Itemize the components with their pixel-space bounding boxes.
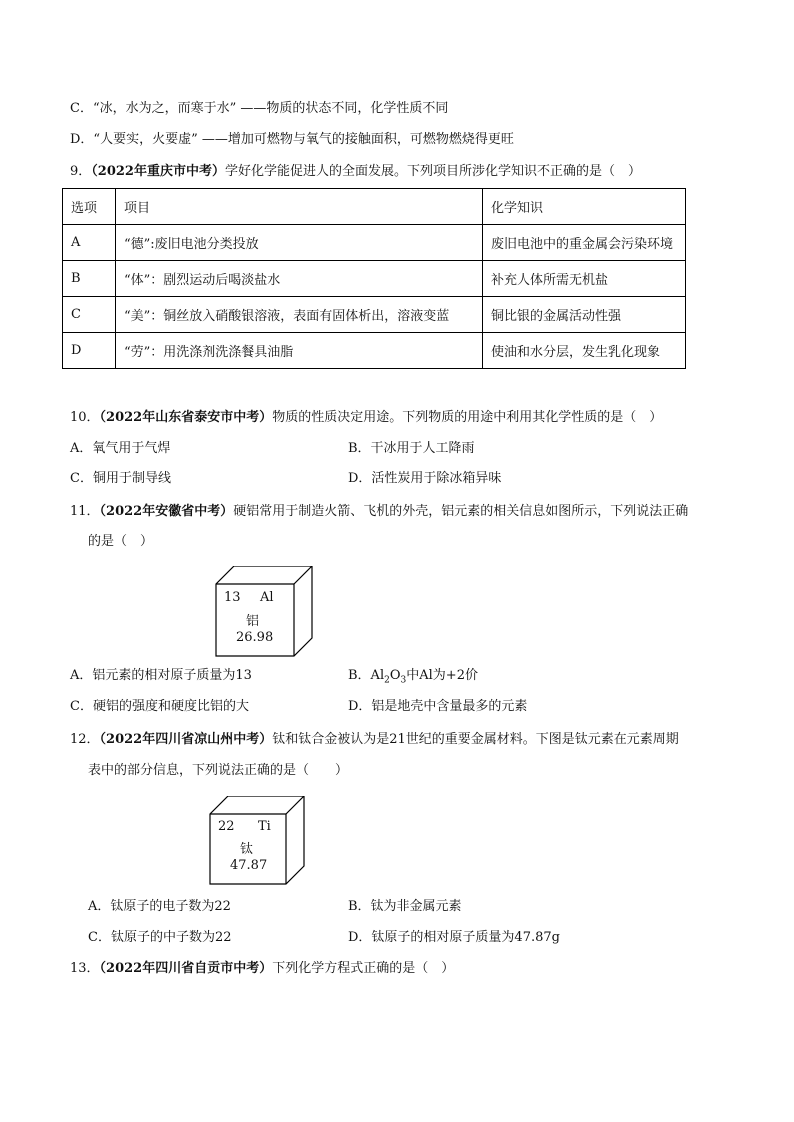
element-name: 钛 xyxy=(240,842,254,857)
question-11-option-d: D．铝是地壳中含量最多的元素 xyxy=(348,699,528,714)
subscript: 2 xyxy=(384,675,390,686)
table-cell: 废旧电池中的重金属会污染环境 xyxy=(483,225,686,261)
titanium-element-tile xyxy=(208,796,306,886)
question-11-option-a: A．铝元素的相对原子质量为13 xyxy=(70,668,252,683)
table-cell: B xyxy=(63,261,116,297)
question-10-option-c: C．铜用于制导线 xyxy=(70,471,171,486)
option-b-prefix: B．Al xyxy=(348,668,385,683)
question-9-number: 9． xyxy=(70,164,92,179)
question-13 xyxy=(70,960,454,978)
table-cell: C xyxy=(63,297,116,333)
table-header-cell: 化学知识 xyxy=(483,189,686,225)
question-10-option-b: B．干冰用于人工降雨 xyxy=(348,441,475,456)
question-11 xyxy=(70,503,688,521)
atomic-mass: 47.87 xyxy=(230,858,268,873)
element-symbol: Ti xyxy=(258,819,271,834)
table-row xyxy=(63,261,686,297)
option-c-prev-question: C．“冰，水为之，而寒于水” ——物质的状态不同，化学性质不同 xyxy=(70,101,449,116)
question-9-text: 学好化学能促进人的全面发展。下列项目所涉化学知识不正确的是（ ） xyxy=(224,164,641,179)
question-12-option-d: D．钛原子的相对原子质量为47.87g xyxy=(348,930,560,945)
table-header-cell: 项目 xyxy=(116,189,483,225)
question-10 xyxy=(70,409,662,427)
question-10-option-d: D．活性炭用于除冰箱异味 xyxy=(348,471,502,486)
question-13-text: 下列化学方程式正确的是（ ） xyxy=(272,961,455,976)
question-12-source: （2022年四川省凉山州中考） xyxy=(99,732,273,747)
table-cell: 补充人体所需无机盐 xyxy=(483,261,686,297)
question-11-text-continued: 的是（ ） xyxy=(88,534,154,549)
table-header-row xyxy=(63,189,686,225)
question-13-number: 13． xyxy=(70,961,100,976)
element-name: 铝 xyxy=(246,614,260,629)
table-cell: “德”:废旧电池分类投放 xyxy=(116,225,483,261)
question-12-option-b: B．钛为非金属元素 xyxy=(348,899,462,914)
table-cell: 使油和水分层，发生乳化现象 xyxy=(483,333,686,369)
question-9-table xyxy=(62,188,686,369)
question-10-option-a: A．氧气用于气焊 xyxy=(70,441,171,456)
atomic-mass: 26.98 xyxy=(236,630,274,645)
table-cell: “体”：剧烈运动后喝淡盐水 xyxy=(116,261,483,297)
question-12 xyxy=(70,731,679,749)
question-13-source: （2022年四川省自贡市中考） xyxy=(99,961,273,976)
table-row xyxy=(63,333,686,369)
table-cell: D xyxy=(63,333,116,369)
table-cell: “劳”：用洗涤剂洗涤餐具油脂 xyxy=(116,333,483,369)
question-10-source: （2022年山东省泰安市中考） xyxy=(99,410,273,425)
table-header-cell: 选项 xyxy=(63,189,116,225)
question-12-text: 钛和钛合金被认为是21世纪的重要金属材料。下图是钛元素在元素周期 xyxy=(272,732,679,747)
question-11-option-b xyxy=(348,667,478,690)
question-12-option-c: C．钛原子的中子数为22 xyxy=(88,930,232,945)
atomic-number: 22 xyxy=(218,819,235,834)
table-cell: A xyxy=(63,225,116,261)
question-11-text: 硬铝常用于制造火箭、飞机的外壳，铝元素的相关信息如图所示，下列说法正确 xyxy=(233,504,689,519)
question-12-text-continued: 表中的部分信息，下列说法正确的是（ ） xyxy=(88,763,349,778)
aluminum-element-tile xyxy=(214,566,314,658)
question-10-number: 10． xyxy=(70,410,100,425)
table-cell: 铜比银的金属活动性强 xyxy=(483,297,686,333)
question-10-text: 物质的性质决定用途。下列物质的用途中利用其化学性质的是（ ） xyxy=(272,410,663,425)
atomic-number: 13 xyxy=(224,590,241,605)
question-11-option-c: C．硬铝的强度和硬度比铝的大 xyxy=(70,699,249,714)
question-11-number: 11． xyxy=(70,504,100,519)
question-12-option-a: A．钛原子的电子数为22 xyxy=(88,899,231,914)
table-row xyxy=(63,297,686,333)
option-d-prev-question: D．“人要实，火要虚” ——增加可燃物与氧气的接触面积，可燃物燃烧得更旺 xyxy=(70,132,514,147)
option-b-suffix: 中Al为+2价 xyxy=(406,668,478,683)
table-row xyxy=(63,225,686,261)
element-symbol: Al xyxy=(260,590,274,605)
question-9 xyxy=(70,163,641,181)
question-12-number: 12． xyxy=(70,732,100,747)
question-11-source: （2022年安徽省中考） xyxy=(99,504,234,519)
question-9-source: （2022年重庆市中考） xyxy=(91,164,225,179)
option-b-oxygen: O xyxy=(389,668,401,683)
table-cell: “美”：铜丝放入硝酸银溶液，表面有固体析出，溶液变蓝 xyxy=(116,297,483,333)
subscript: 3 xyxy=(400,675,407,686)
